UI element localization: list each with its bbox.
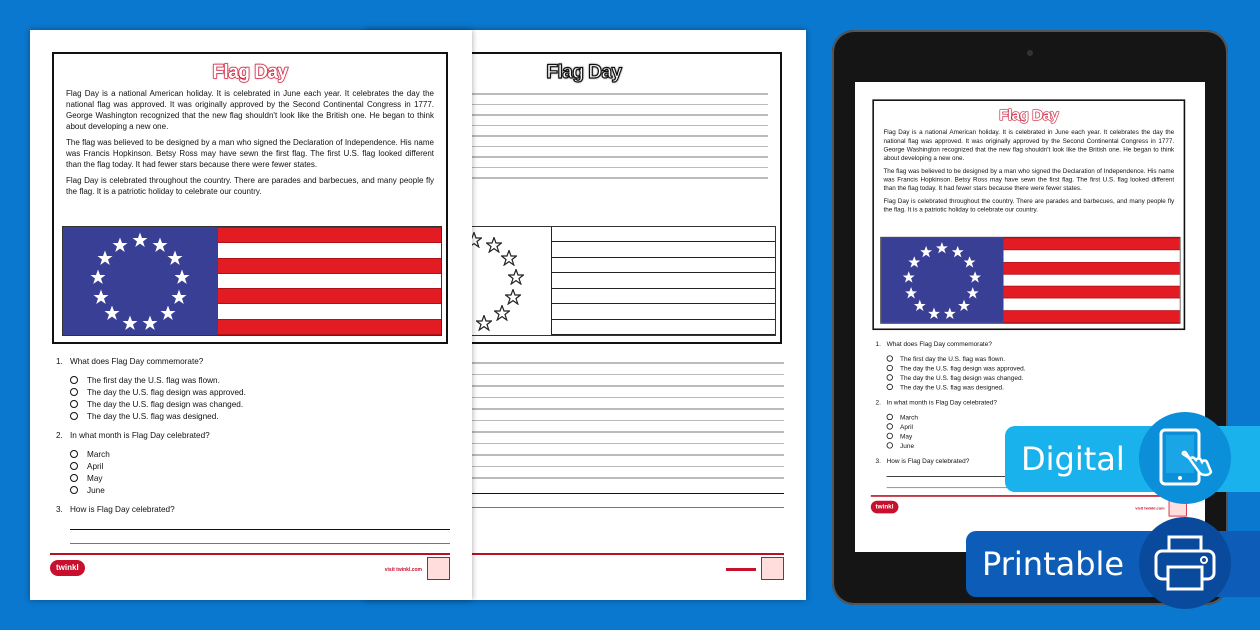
answer-option[interactable] (70, 472, 450, 484)
question-number: 2. (56, 431, 63, 440)
flag-stripe (1004, 250, 1180, 261)
star-icon (104, 305, 120, 321)
radio-button[interactable] (887, 433, 893, 439)
star-icon (142, 315, 158, 331)
question-text: What does Flag Day commemorate? (70, 357, 204, 366)
radio-button[interactable] (70, 486, 78, 494)
flag-stripe (1004, 262, 1180, 275)
radio-button[interactable] (887, 423, 893, 429)
question-number: 2. (875, 398, 881, 406)
star-icon (969, 271, 982, 284)
option-label: The first day the U.S. flag was flown. (900, 354, 1006, 363)
star-icon (501, 250, 517, 266)
option-label: The day the U.S. flag design was approved. (900, 364, 1026, 372)
worksheet-title: Flag Day (999, 107, 1059, 124)
radio-button[interactable] (887, 442, 893, 448)
flag-stripe (1004, 286, 1180, 299)
questions (56, 352, 450, 544)
flag-stripe (552, 320, 775, 335)
star-icon (90, 269, 106, 285)
option-label: March (900, 413, 919, 421)
twinkl-logo: twinkl (50, 560, 85, 576)
answer-option[interactable] (887, 363, 1187, 372)
answer-option[interactable] (887, 412, 1187, 421)
star-icon (171, 289, 187, 305)
star-icon (174, 269, 190, 285)
option-label: May (87, 473, 103, 483)
answer-option[interactable] (887, 354, 1187, 363)
star-icon (967, 287, 980, 300)
footer-rule (871, 495, 1187, 497)
option-label: The day the U.S. flag design was changed. (900, 373, 1024, 382)
flag-stripe (552, 289, 775, 304)
star-icon (505, 289, 521, 305)
star-icon (112, 237, 128, 253)
visit-mark (726, 568, 756, 571)
answer-option[interactable] (887, 382, 1187, 391)
flag-stripe (218, 304, 441, 318)
question-number: 1. (875, 340, 881, 348)
tablet-touch-icon (1139, 412, 1231, 504)
option-label: June (87, 485, 105, 495)
reading-passage-box (52, 52, 448, 344)
flag-canton (881, 238, 1003, 323)
flag-stripe (218, 274, 441, 288)
passage-paragraph: The flag was believed to be designed by a man who signed the Declaration of Independence. His name was Francis Hopkinson. Betsy Ross may have sewn the first flag. The first U.S. flag looked different than the flag today. It had fewer stars because there were fewer states. (883, 167, 1175, 192)
flag-stripe (552, 273, 775, 288)
radio-button[interactable] (887, 355, 893, 361)
digital-label: Digital (1021, 440, 1125, 478)
answer-line[interactable] (70, 543, 450, 544)
star-icon (928, 307, 941, 320)
star-icon (494, 305, 510, 321)
option-label: The day the U.S. flag design was approved. (87, 387, 246, 397)
radio-button[interactable] (887, 384, 893, 390)
flag-stripe (1004, 299, 1180, 310)
star-icon (944, 307, 957, 320)
printer-icon (1139, 517, 1231, 609)
star-icon (486, 237, 502, 253)
radio-button[interactable] (887, 365, 893, 371)
answer-option[interactable] (70, 374, 450, 386)
star-icon (508, 269, 524, 285)
twinkl-stamp-icon (427, 557, 450, 580)
answer-option[interactable] (70, 398, 450, 410)
radio-button[interactable] (887, 374, 893, 380)
question-text: How is Flag Day celebrated? (70, 505, 175, 514)
answer-option[interactable] (70, 484, 450, 496)
passage-paragraph: The flag was believed to be designed by a man who signed the Declaration of Independence. His name was Francis Hopkinson. Betsy Ross may have sewn the first flag. The first U.S. flag looked different than the flag today. It had fewer stars because there were fewer states. (66, 138, 434, 169)
radio-button[interactable] (887, 414, 893, 420)
passage-paragraph: Flag Day is a national American holiday. It is celebrated in June each year. It celebrates the day the national flag was approved. It was originally approved by the Second Continental Congress in 1777. George Washington recognized that the new flag shouldn't look like the British one. He began to think about developing a new one. (883, 128, 1175, 162)
answer-option[interactable] (70, 460, 450, 472)
star-icon (905, 287, 918, 300)
question-text: How is Flag Day celebrated? (886, 457, 970, 465)
flag-stripe (552, 304, 775, 319)
answer-line[interactable] (70, 529, 450, 530)
passage-paragraph: Flag Day is celebrated throughout the country. There are parades and barbecues, and many people fly the flag. It is a patriotic holiday to celebrate our country. (883, 197, 1175, 214)
twinkl-stamp-icon (761, 557, 784, 580)
betsy-ross-flag (62, 226, 442, 336)
star-icon (920, 245, 933, 258)
star-icon (951, 245, 964, 258)
worksheet-color (30, 30, 472, 600)
radio-button[interactable] (70, 450, 78, 458)
flag-stripe (218, 243, 441, 257)
star-icon (97, 250, 113, 266)
flag-stripe (218, 288, 441, 304)
flag-stripe (1004, 238, 1180, 251)
footer-rule (50, 553, 450, 555)
question-number: 3. (56, 505, 63, 514)
camera-icon (1027, 50, 1033, 56)
option-label: The day the U.S. flag was designed. (87, 411, 219, 421)
option-label: May (900, 432, 913, 440)
question (56, 430, 450, 496)
radio-button[interactable] (70, 412, 78, 420)
answer-option[interactable] (887, 373, 1187, 382)
answer-option[interactable] (70, 386, 450, 398)
star-icon (908, 256, 921, 269)
star-icon (903, 271, 916, 284)
option-label: The day the U.S. flag was designed. (900, 383, 1004, 391)
flag-stripe (552, 242, 775, 257)
visit-link: visit twinkl.com (384, 567, 422, 573)
question (876, 340, 1187, 392)
question-text: What does Flag Day commemorate? (886, 340, 992, 348)
option-label: June (900, 441, 915, 449)
radio-button[interactable] (70, 388, 78, 396)
radio-button[interactable] (70, 376, 78, 384)
option-label: The day the U.S. flag design was changed. (87, 399, 244, 409)
passage-paragraph: Flag Day is celebrated throughout the country. There are parades and barbecues, and many people fly the flag. It is a patriotic holiday to celebrate our country. (66, 176, 434, 196)
option-label: March (87, 449, 110, 459)
question-number: 3. (875, 457, 881, 465)
reading-passage-box (872, 99, 1185, 330)
answer-option[interactable] (70, 410, 450, 422)
answer-option[interactable] (70, 448, 450, 460)
option-label: The first day the U.S. flag was flown. (87, 375, 220, 385)
radio-button[interactable] (70, 474, 78, 482)
flag-stripe (552, 227, 775, 242)
visit-link: visit twinkl.com (1135, 506, 1165, 511)
question (56, 356, 450, 422)
flag-stripe (552, 258, 775, 273)
twinkl-logo: twinkl (871, 501, 898, 514)
flag-stripe (218, 227, 441, 243)
flag-stripe (1004, 310, 1180, 323)
option-label: April (87, 461, 104, 471)
worksheet-title: Flag Day (546, 62, 622, 83)
question-text: In what month is Flag Day celebrated? (886, 398, 997, 406)
star-icon (122, 315, 138, 331)
flag-canton (63, 227, 218, 335)
question (56, 504, 450, 544)
star-icon (958, 300, 971, 313)
betsy-ross-flag (880, 237, 1180, 324)
radio-button[interactable] (70, 400, 78, 408)
star-icon (167, 250, 183, 266)
star-icon (132, 232, 148, 248)
option-label: April (900, 422, 913, 430)
flag-stripe (218, 258, 441, 274)
star-icon (936, 242, 949, 255)
flag-stripe (1004, 275, 1180, 286)
printable-label: Printable (982, 545, 1125, 583)
star-icon (476, 315, 492, 331)
worksheet-title: Flag Day (212, 62, 288, 83)
radio-button[interactable] (70, 462, 78, 470)
star-icon (963, 256, 976, 269)
star-icon (914, 300, 927, 313)
question-text: In what month is Flag Day celebrated? (70, 431, 210, 440)
passage-paragraph: Flag Day is a national American holiday. It is celebrated in June each year. It celebrates the day the national flag was approved. It was originally approved by the Second Continental Congress in 1777. George Washington recognized that the new flag shouldn't look like the British one. He began to think about developing a new one. (66, 89, 434, 131)
flag-stripe (218, 319, 441, 335)
question-number: 1. (56, 357, 63, 366)
star-icon (152, 237, 168, 253)
star-icon (160, 305, 176, 321)
star-icon (93, 289, 109, 305)
